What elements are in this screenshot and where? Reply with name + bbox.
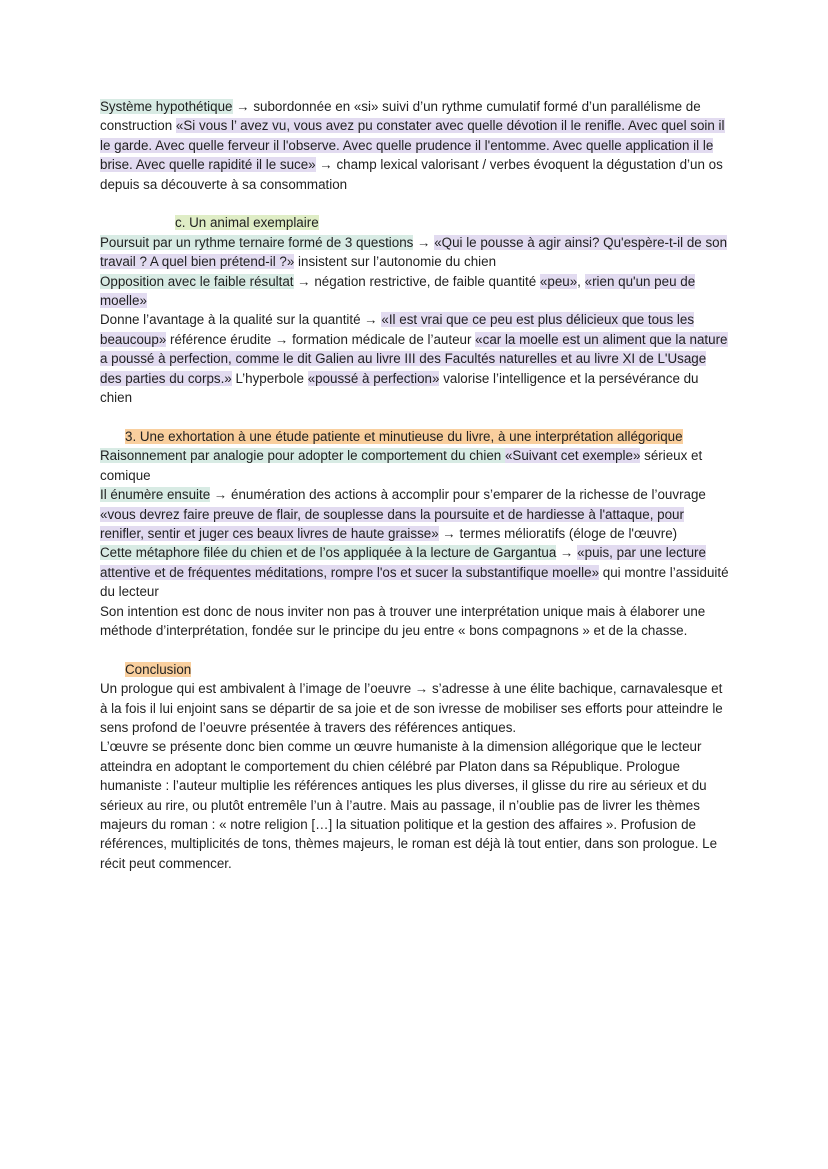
text: insistent sur l’autonomie du chien xyxy=(294,254,497,270)
text: → subordonnée en «si» suivi d’un rythme cumulatif formé d’un parallélisme de construction xyxy=(100,99,701,134)
section-heading-c xyxy=(100,213,730,232)
document-body xyxy=(100,97,730,873)
highlight-term: Raisonnement par analogie pour adopter le comportement du chien xyxy=(100,448,505,464)
section-heading-3 xyxy=(100,427,730,446)
text: qui montre l’assiduité du lecteur xyxy=(100,564,729,600)
section-heading-conclusion xyxy=(100,660,730,679)
text: → termes mélioratifs (éloge de l'œuvre) xyxy=(438,525,678,541)
paragraph-enumeration xyxy=(100,485,730,543)
text: référence érudite → formation médicale de l’auteur xyxy=(166,331,476,347)
text: → champ lexical valorisant / verbes évoquent la dégustation d’un os depuis sa découverte à sa consommation xyxy=(100,157,723,192)
text: , xyxy=(577,273,585,289)
paragraph-conclusion-2: L’œuvre se présente donc bien comme un œuvre humaniste à la dimension allégorique que le lecteur atteindra en adoptant le comportement du chien célébré par Platon dans sa République. Prologue humaniste : l’auteur multiplie les références antiques les plus diverses, il glisse du rire au sérieux et du sérieux au rire, ou plutôt entremêle l’un à l’autre. Mais au passage, il n’oublie pas de livrer les thèmes majeurs du roman : « notre religion […] la situation politique et la gestion des affaires ». Profusion de références, multiplicités de tons, thèmes majeurs, le roman est déjà là tout entier, dans son prologue. Le récit peut commencer. xyxy=(100,739,718,871)
highlight-term: Système hypothétique xyxy=(100,99,233,114)
highlight-quote: «poussé à perfection» xyxy=(307,370,440,386)
highlight-quote: «Qui le pousse à agir ainsi? Qu'espère-t-il de son travail ? A quel bien prétend-il ?» xyxy=(100,234,728,270)
paragraph-intention: Son intention est donc de nous inviter non pas à trouver une interprétation unique mais à élaborer une méthode d’interprétation, fondée sur le principe du jeu entre « bons compagnons » et de la chasse. xyxy=(100,603,706,638)
heading-text: Conclusion xyxy=(125,661,192,677)
spacer xyxy=(100,640,730,659)
text: → xyxy=(413,234,435,250)
text: L’hyperbole xyxy=(231,370,308,386)
highlight-quote: «Il est vrai que ce peu est plus délicieux que tous les beaucoup» xyxy=(100,312,695,347)
highlight-quote: «Suivant cet exemple» xyxy=(504,448,641,464)
text: sérieux et comique xyxy=(100,448,703,483)
paragraph-ternary-rhythm xyxy=(100,233,730,272)
text: valorise l’intelligence et la persévérance du chien xyxy=(100,370,699,406)
highlight-term: Poursuit par un rythme ternaire formé de 3 questions xyxy=(100,234,414,250)
text: → négation restrictive, de faible quantité xyxy=(293,273,540,289)
highlight-term: Opposition avec le faible résultat xyxy=(100,273,294,289)
highlight-quote: «vous devrez faire preuve de flair, de souplesse dans la poursuite et de hardiesse à l'attaque, pour renifler, sentir et juger ces beaux livres de haute graisse» xyxy=(100,506,684,541)
highlight-quote: «Si vous l’ avez vu, vous avez pu constater avec quelle dévotion il le renifle. Avec quel soin il le garde. Avec quelle ferveur il l'observe. Avec quelle prudence il l'entomme. Avec quelle application il le brise. Avec quelle rapidité il le suce» xyxy=(100,118,725,173)
highlight-quote: «puis, par une lecture attentive et de fréquentes méditations, rompre l'os et sucer la substantifique moelle» xyxy=(100,545,706,580)
text: → énumération des actions à accomplir pour s’emparer de la richesse de l’ouvrage xyxy=(210,487,706,503)
paragraph-quality xyxy=(100,310,730,407)
heading-text: c. Un animal exemplaire xyxy=(175,215,319,231)
paragraph-hypothetical-system xyxy=(100,97,730,194)
paragraph-analogy xyxy=(100,446,730,485)
paragraph-metaphor xyxy=(100,543,730,601)
highlight-term: Il énumère ensuite xyxy=(100,487,211,503)
heading-text: 3. Une exhortation à une étude patiente et minutieuse du livre, à une interprétation allégorique xyxy=(125,428,683,444)
highlight-quote: «rien qu'un peu de moelle» xyxy=(100,273,696,309)
spacer xyxy=(100,407,730,426)
text: → xyxy=(556,545,578,561)
highlight-term: Cette métaphore filée du chien et de l’os appliquée à la lecture de Gargantua xyxy=(100,545,557,561)
highlight-quote: «peu» xyxy=(539,273,578,289)
paragraph-conclusion-1: Un prologue qui est ambivalent à l’image de l’oeuvre → s’adresse à une élite bachique, carnavalesque et à la fois il lui enjoint sans se départir de sa joie et de son ivresse de mobiliser ses efforts pour atteindre le sens profond de l’oeuvre présentée à travers des références antiques. xyxy=(100,681,723,735)
highlight-quote: «car la moelle est un aliment que la nature a poussé à perfection, comme le dit Galien au livre III des Facultés naturelles et au livre XI de L'Usage des parties du corps.» xyxy=(100,331,728,386)
spacer xyxy=(100,194,730,213)
text: Donne l’avantage à la qualité sur la quantité → xyxy=(100,312,382,328)
paragraph-opposition xyxy=(100,272,730,311)
